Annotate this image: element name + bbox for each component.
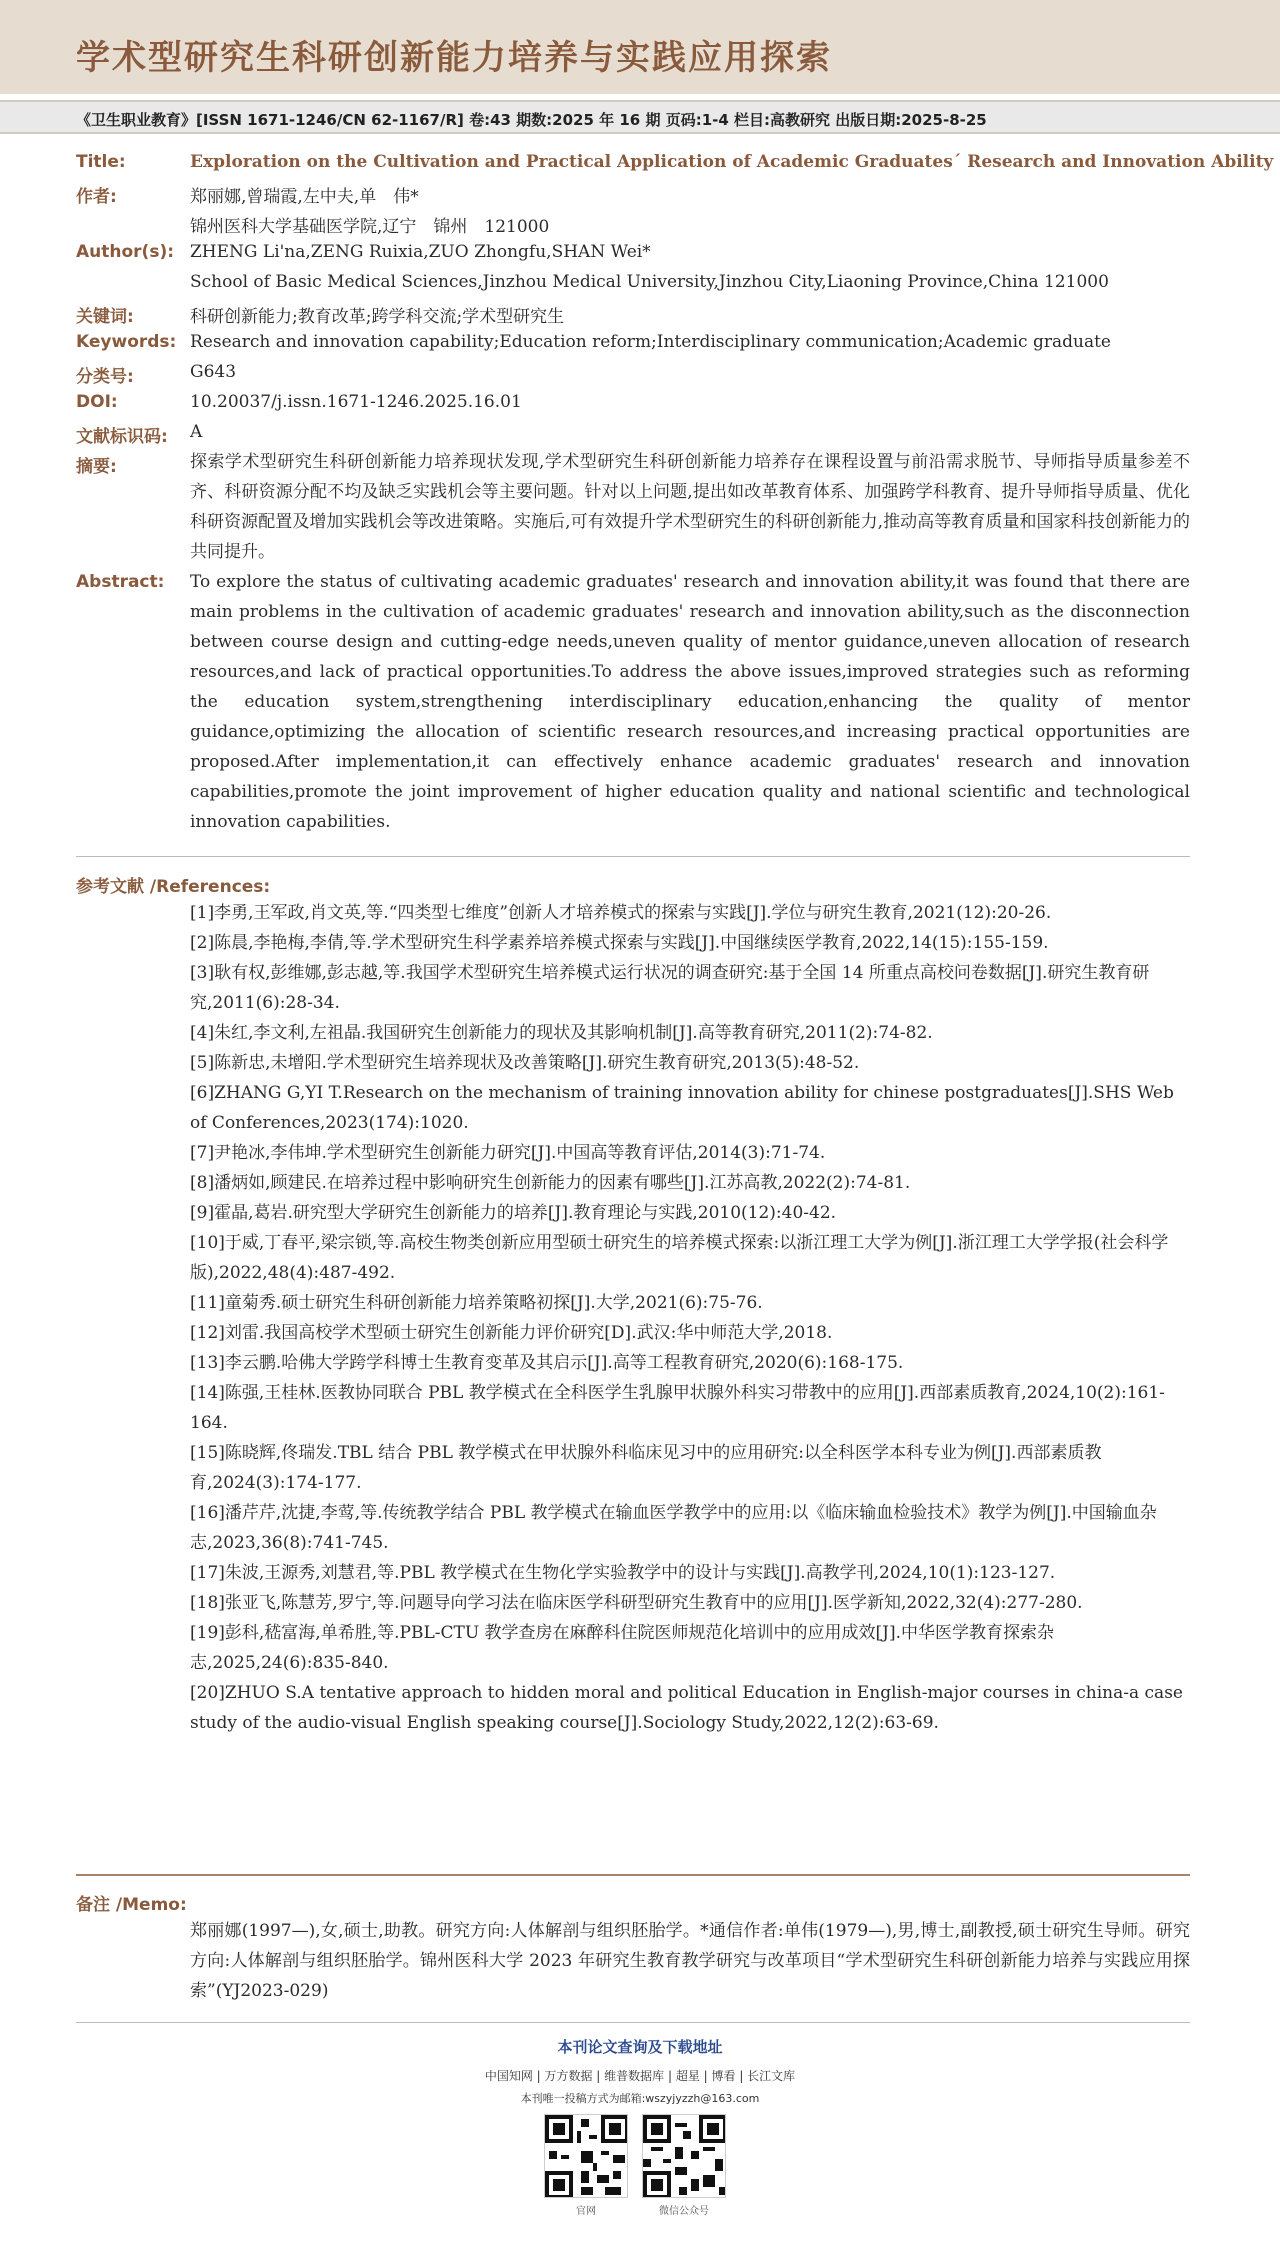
reference-item: [11]童菊秀.硕士研究生科研创新能力培养策略初探[J].大学,2021(6):75-76. — [190, 1293, 763, 1313]
divider — [76, 1874, 1190, 1876]
affiliation-cn: 锦州医科大学基础医学院,辽宁 锦州 121000 — [190, 217, 550, 237]
abstract-en: To explore the status of cultivating academic graduates' research and innovation ability,it was found that there are main problems in the cultivation of academic graduates' research and innovation ability,such as the disconnection between course design and cutting-edge needs,uneven quality of mentor guidance,uneven allocation of research resources,and lack of practical opportunities.To address the above issues,improved strategies such as reforming the education system,strengthening interdisciplinary education,enhancing the quality of mentor guidance,optimizing the allocation of scientific research resources,and increasing practical opportunities are proposed.After implementation,it can effectively enhance academic graduates' research and innovation capabilities,promote the joint improvement of higher education quality and national scientific and technological innovation capabilities. — [190, 572, 1190, 832]
divider — [76, 2022, 1190, 2023]
memo-text: 郑丽娜(1997—),女,硕士,助教。研究方向:人体解剖与组织胚胎学。*通信作者:单伟(1979—),男,博士,副教授,硕士研究生导师。研究方向:人体解剖与组织胚胎学。锦州医科大学 2023 年研究生教育教学研究与改革项目“学术型研究生科研创新能力培养与实践应用探索”(YJ2023-029) — [190, 1921, 1190, 2001]
reference-item: [5]陈新忠,未增阳.学术型研究生培养现状及改善策略[J].研究生教育研究,2013(5):48-52. — [190, 1053, 860, 1073]
reference-item: [4]朱红,李文利,左祖晶.我国研究生创新能力的现状及其影响机制[J].高等教育研究,2011(2):74-82. — [190, 1023, 933, 1043]
english-title: Exploration on the Cultivation and Practical Application of Academic Graduates´ Research and Innovation Ability — [190, 152, 1274, 172]
footer-databases: 中国知网 | 万方数据 | 维普数据库 | 超星 | 博看 | 长江文库 — [484, 2069, 796, 2083]
authors-en-label: Author(s): — [76, 242, 175, 262]
footer-title: 本刊论文查询及下载地址 — [557, 2038, 723, 2056]
keywords-cn-label: 关键词: — [76, 307, 134, 327]
title-label: Title: — [76, 152, 126, 172]
meta-band — [0, 100, 1280, 134]
references-label: 参考文献 /References: — [76, 877, 271, 897]
affiliation-en: School of Basic Medical Sciences,Jinzhou Medical University,Jinzhou City,Liaoning Province,China 121000 — [190, 272, 1109, 292]
reference-item: [19]彭科,嵇富海,单希胜,等.PBL-CTU 教学查房在麻醉科住院医师规范化培训中的应用成效[J].中华医学教育探索杂志,2025,24(6):835-840. — [190, 1623, 1055, 1673]
abstract-en-label: Abstract: — [76, 572, 165, 592]
authors-en: ZHENG Li'na,ZENG Ruixia,ZUO Zhongfu,SHAN Wei* — [190, 242, 651, 262]
reference-item: [7]尹艳冰,李伟坤.学术型研究生创新能力研究[J].中国高等教育评估,2014(3):71-74. — [190, 1143, 826, 1163]
journal-meta: 《卫生职业教育》[ISSN 1671-1246/CN 62-1167/R] 卷:43 期数:2025 年 16 期 页码:1-4 栏目:高教研究 出版日期:2025-8-25 — [76, 111, 987, 129]
article-title: 学术型研究生科研创新能力培养与实践应用探索 — [76, 38, 832, 78]
reference-item: [16]潘芹芹,沈捷,李莺,等.传统教学结合 PBL 教学模式在输血医学教学中的应用:以《临床输血检验技术》教学为例[J].中国输血杂志,2023,36(8):741-745. — [190, 1503, 1157, 1553]
reference-item: [1]李勇,王军政,肖文英,等.“四类型七维度”创新人才培养模式的探索与实践[J].学位与研究生教育,2021(12):20-26. — [190, 903, 1052, 923]
reference-list — [190, 898, 1190, 1738]
reference-item: [20]ZHUO S.A tentative approach to hidden moral and political Education in English-major courses in china-a case study of the audio-visual English speaking course[J].Sociology Study,2022,12(2):63-69. — [190, 1683, 1183, 1733]
reference-item: [14]陈强,王桂林.医教协同联合 PBL 教学模式在全科医学生乳腺甲状腺外科实习带教中的应用[J].西部素质教育,2024,10(2):161-164. — [190, 1383, 1165, 1433]
reference-item: [10]于威,丁春平,梁宗锁,等.高校生物类创新应用型硕士研究生的培养模式探索:以浙江理工大学为例[J].浙江理工大学学报(社会科学版),2022,48(4):487-492. — [190, 1233, 1169, 1283]
footer — [0, 2036, 1280, 2106]
reference-item: [8]潘炳如,顾建民.在培养过程中影响研究生创新能力的因素有哪些[J].江苏高教,2022(2):74-81. — [190, 1173, 911, 1193]
doc-id-value: A — [190, 422, 203, 442]
doi-value[interactable]: 10.20037/j.issn.1671-1246.2025.16.01 — [190, 392, 522, 412]
class-label: 分类号: — [76, 367, 134, 387]
class-number: G643 — [190, 362, 237, 382]
authors-label: 作者: — [76, 187, 117, 207]
website-qr-code[interactable] — [544, 2114, 628, 2198]
website-qr-caption: 官网 — [576, 2206, 596, 2217]
footer-email[interactable]: 本刊唯一投稿方式为邮箱:wszyjyzzh@163.com — [520, 2092, 760, 2105]
reference-item: [18]张亚飞,陈慧芳,罗宁,等.问题导向学习法在临床医学科研型研究生教育中的应用[J].医学新知,2022,32(4):277-280. — [190, 1593, 1083, 1613]
title-band — [0, 0, 1280, 94]
reference-item: [17]朱波,王源秀,刘慧君,等.PBL 教学模式在生物化学实验教学中的设计与实践[J].高教学刊,2024,10(1):123-127. — [190, 1563, 1056, 1583]
reference-item: [9]霍晶,葛岩.研究型大学研究生创新能力的培养[J].教育理论与实践,2010(12):40-42. — [190, 1203, 837, 1223]
reference-item: [12]刘雷.我国高校学术型硕士研究生创新能力评价研究[D].武汉:华中师范大学,2018. — [190, 1323, 833, 1343]
keywords-en-label: Keywords: — [76, 332, 177, 352]
doi-label: DOI: — [76, 392, 118, 412]
abstract-cn: 探索学术型研究生科研创新能力培养现状发现,学术型研究生科研创新能力培养存在课程设置与前沿需求脱节、导师指导质量参差不齐、科研资源分配不均及缺乏实践机会等主要问题。针对以上问题,提出如改革教育体系、加强跨学科教育、提升导师指导质量、优化科研资源配置及增加实践机会等改进策略。实施后,可有效提升学术型研究生的科研创新能力,推动高等教育质量和国家科技创新能力的共同提升。 — [190, 452, 1190, 562]
reference-item: [3]耿有权,彭维娜,彭志越,等.我国学术型研究生培养模式运行状况的调查研究:基于全国 14 所重点高校问卷数据[J].研究生教育研究,2011(6):28-34. — [190, 963, 1150, 1013]
keywords-cn: 科研创新能力;教育改革;跨学科交流;学术型研究生 — [190, 307, 565, 327]
reference-item: [15]陈晓辉,佟瑞发.TBL 结合 PBL 教学模式在甲状腺外科临床见习中的应用研究:以全科医学本科专业为例[J].西部素质教育,2024(3):174-177. — [190, 1443, 1102, 1493]
keywords-en: Research and innovation capability;Education reform;Interdisciplinary communication;Academic graduate — [190, 332, 1111, 352]
reference-item: [2]陈晨,李艳梅,李倩,等.学术型研究生科学素养培养模式探索与实践[J].中国继续医学教育,2022,14(15):155-159. — [190, 933, 1049, 953]
memo-label: 备注 /Memo: — [76, 1895, 187, 1915]
wechat-qr-caption: 微信公众号 — [659, 2206, 709, 2217]
reference-item: [6]ZHANG G,YI T.Research on the mechanism of training innovation ability for chinese postgraduates[J].SHS Web of Conferences,2023(174):1020. — [190, 1083, 1174, 1133]
wechat-qr-code[interactable] — [642, 2114, 726, 2198]
divider — [76, 856, 1190, 857]
authors-cn: 郑丽娜,曾瑞霞,左中夫,单 伟* — [190, 187, 419, 207]
doc-id-label: 文献标识码: — [76, 427, 168, 447]
abstract-cn-label: 摘要: — [76, 457, 117, 477]
reference-item: [13]李云鹏.哈佛大学跨学科博士生教育变革及其启示[J].高等工程教育研究,2020(6):168-175. — [190, 1353, 904, 1373]
